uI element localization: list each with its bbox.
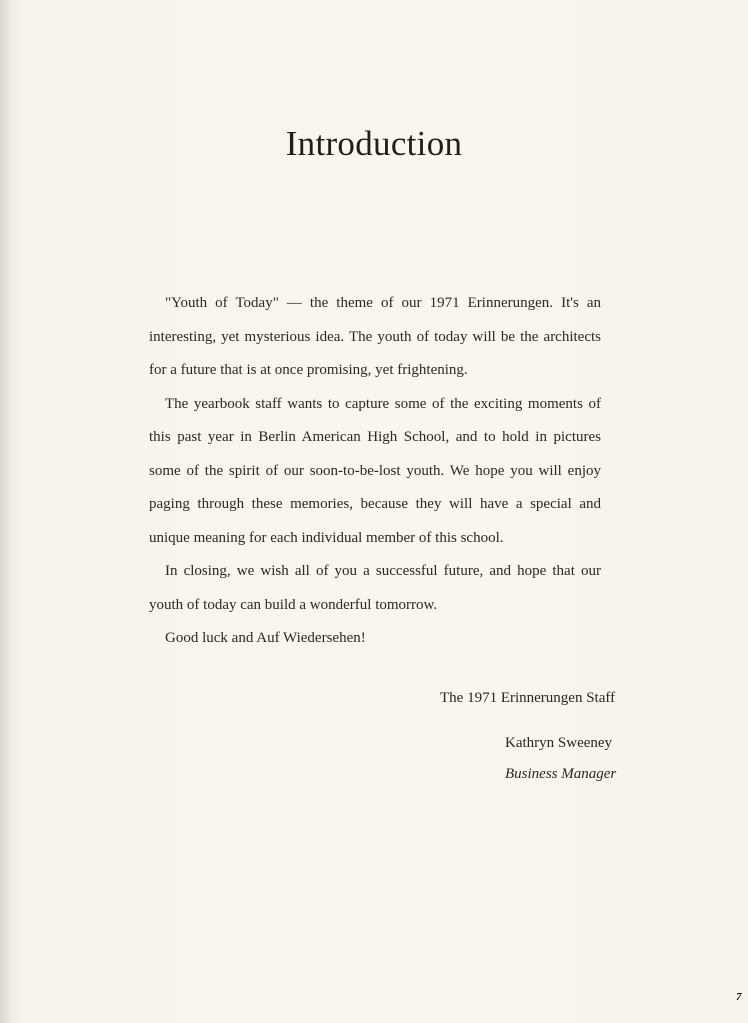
paragraph-yearbook-staff: The yearbook staff wants to capture some of the exciting moments of this past year in Berlin American High School, and to hold in pictures some of the spirit of our soon-to-be-lost youth. We hope you will enjoy paging through these memories, because they will have a special and unique meaning for each individual member of this school. [149, 395, 601, 546]
page-title: Introduction [285, 124, 463, 163]
signature-staff: The 1971 Erinnerungen Staff [440, 690, 616, 706]
signature-role: Business Manager [505, 766, 617, 782]
paragraph-farewell: Good luck and Auf Wiedersehen! [165, 630, 366, 646]
paragraph-theme: "Youth of Today" — the theme of our 1971 Erinnerungen. It's an interesting, yet mysterious idea. The youth of today will be the architects for a future that is at once promising, yet frightening. [149, 295, 601, 378]
paragraph-closing: In closing, we wish all of you a successful future, and hope that our youth of today can build a wonderful tomorrow. [149, 563, 601, 613]
signature-name: Kathryn Sweeney [505, 735, 613, 751]
introduction-body [149, 287, 601, 656]
page-number: 7 [736, 991, 742, 1003]
